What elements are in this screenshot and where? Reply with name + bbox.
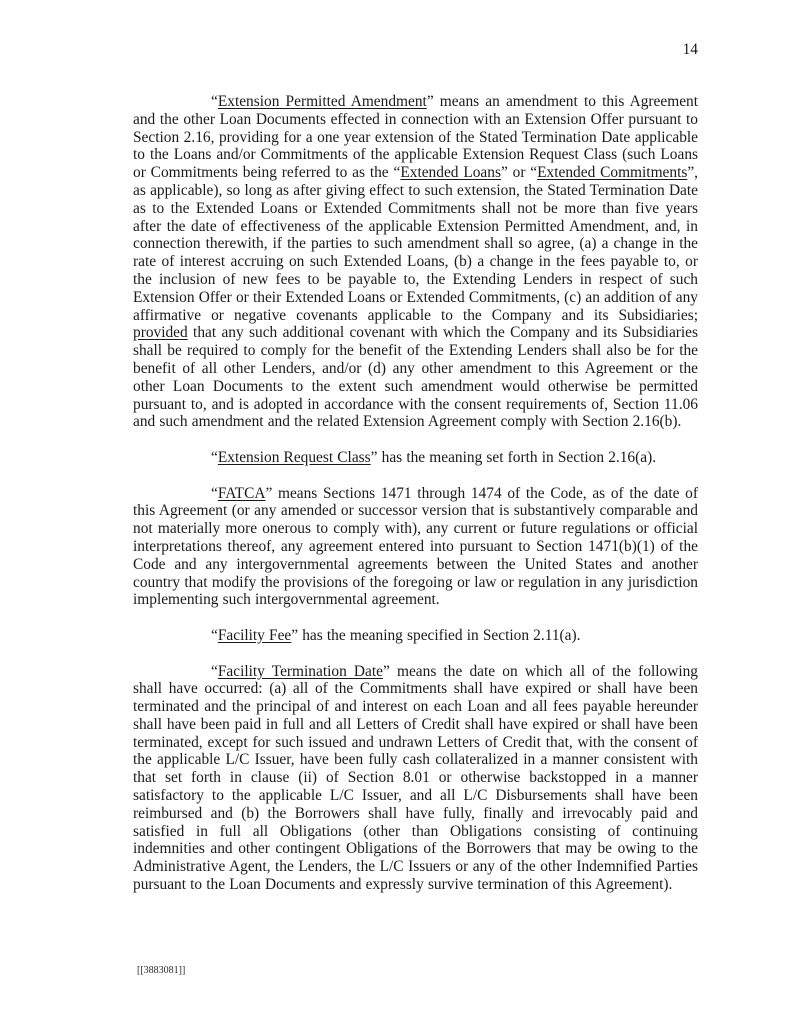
text-run: “ [211, 626, 218, 644]
defined-term: provided [133, 324, 188, 342]
text-run: ” means the date on which all of the following shall have occurred: (a) all of the Commitments shall have expired or shall have been terminated and the principal of and interest on each Loan and all fees payable hereunder shall have been paid in full and all Letters of Credit shall have expired or shall have been terminated, except for such issued and undrawn Letters of Credit that, with the consent of the applicable L/C Issuer, have been fully cash collateralized in a manner consistent with that set forth in clause (ii) of Section 8.01 or otherwise backstopped in a manner satisfactory to the applicable L/C Issuer, and all L/C Disbursements shall have been reimbursed and (b) the Borrowers shall have fully, finally and irrevocably paid and satisfied in full all Obligations (other than Obligations consisting of continuing indemnities and other contingent Obligations of the Borrowers that may be owing to the Administrative Agent, the Lenders, the L/C Issuers or any of the other Indemnified Parties pursuant to the Loan Documents and expressly survive termination of this Agreement). [133, 662, 698, 894]
defined-term: Extension Request Class [217, 448, 371, 466]
text-run: that any such additional covenant with which the Company and its Subsidiaries shall be required to comply for the benefit of the Extending Lenders shall also be for the benefit of all other Lenders, and/or (d) any other amendment to this Agreement or the other Loan Documents to the extent such amendment would otherwise be permitted pursuant to, and is adopted in accordance with the consent requirements of, Section 11.06 and such amendment and the related Extension Agreement comply with Section 2.16(b). [133, 324, 698, 431]
paragraph [133, 93, 698, 431]
footer-document-id: [[3883081]] [137, 965, 186, 976]
text-run: ”, as applicable), so long as after giving effect to such extension, the Stated Termination Date as to the Extended Loans or Extended Commitments shall not be more than five years after the date of effectiveness of the applicable Extension Permitted Amendment, and, in connection therewith, if the parties to such amendment shall so agree, (a) a change in the rate of interest accruing on such Extended Loans, (b) a change in the fees payable to, or the inclusion of new fees to be payable to, the Extending Lenders in respect of such Extension Offer or their Extended Loans or Extended Commitments, (c) an addition of any affirmative or negative covenants applicable to the Company and its Subsidiaries; [133, 164, 699, 324]
paragraph [133, 627, 698, 645]
defined-term: Extended Loans [400, 164, 501, 182]
paragraph [133, 663, 698, 894]
defined-term: FATCA [217, 484, 266, 502]
text-run: “ [211, 484, 218, 502]
document-body [133, 93, 698, 894]
text-run: ” or “ [500, 164, 538, 182]
defined-term: Extended Commitments [537, 164, 688, 182]
text-run: “ [211, 93, 218, 110]
text-run: ” means Sections 1471 through 1474 of the Code, as of the date of this Agreement (or any amended or successor version that is substantively comparable and not materially more onerous to comply with), any current or future regulations or official interpretations thereof, any agreement entered into pursuant to Section 1471(b)(1) of the Code and any intergovernmental agreements between the United States and another country that modify the provisions of the foregoing or law or regulation in any jurisdiction implementing such intergovernmental agreement. [133, 484, 698, 609]
text-run: “ [211, 448, 218, 466]
defined-term: Facility Termination Date [217, 662, 383, 680]
paragraph [133, 449, 698, 467]
text-run: “ [211, 662, 218, 680]
text-run: ” means an amendment to this Agreement and the other Loan Documents effected in connection with an Extension Offer pursuant to Section 2.16, providing for a one year extension of the Stated Termination Date applicable to the Loans and/or Commitments of the applicable Extension Request Class (such Loans or Commitments being referred to as the “ [133, 93, 698, 182]
defined-term: Facility Fee [217, 626, 292, 644]
text-run: ” has the meaning specified in Section 2.11(a). [291, 626, 581, 644]
defined-term: Extension Permitted Amendment [217, 93, 427, 110]
paragraph [133, 485, 698, 610]
text-run: ” has the meaning set forth in Section 2.16(a). [370, 448, 657, 466]
page-number: 14 [682, 41, 698, 58]
